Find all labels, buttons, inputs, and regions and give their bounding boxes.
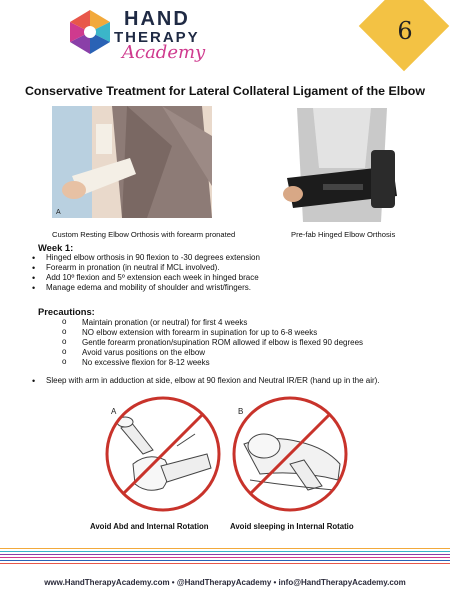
caption-custom-orthosis: Custom Resting Elbow Orthosis with forearm pronated <box>52 230 236 239</box>
page-number: 6 <box>397 17 413 45</box>
week1-heading: Week 1: <box>38 242 74 253</box>
brand-name-line1: HAND <box>124 8 190 30</box>
diagram-caption-a: Avoid Abd and Internal Rotation <box>90 522 209 531</box>
decorative-stripe <box>0 548 450 549</box>
diagram-caption-b: Avoid sleeping in Internal Rotatio <box>230 522 354 531</box>
hand-therapy-academy-logo <box>66 8 114 56</box>
photo-hinged-elbow-orthosis <box>283 108 401 222</box>
document-title: Conservative Treatment for Lateral Collateral Ligament of the Elbow <box>24 84 426 98</box>
precautions-heading: Precautions: <box>38 306 95 317</box>
list-item: • Manage edema and mobility of shoulder and wrist/fingers. <box>32 283 260 293</box>
diagram-abduction-internal-rotation <box>103 394 223 514</box>
brand-name-line2: THERAPY <box>114 29 200 46</box>
footer-contact: www.HandTherapyAcademy.com • @HandTherapyAcademy • info@HandTherapyAcademy.com <box>44 578 406 587</box>
list-item: o No excessive flexion for 8-12 weeks <box>62 358 363 368</box>
sleep-list <box>32 376 380 386</box>
list-item: o Avoid varus positions on the elbow <box>62 348 363 358</box>
list-item: • Forearm in pronation (in neutral if MCL involved). <box>32 263 260 273</box>
photo-label-a: A <box>56 209 61 216</box>
list-item: o Gentle forearm pronation/supination ROM allowed if elbow is flexed 90 degrees <box>62 338 363 348</box>
list-item: • Add 10º flexion and 5º extension each week in hinged brace <box>32 273 260 283</box>
caption-prefab-orthosis: Pre-fab Hinged Elbow Orthosis <box>291 230 396 239</box>
precautions-list <box>62 318 363 368</box>
list-item: o Maintain pronation (or neutral) for first 4 weeks <box>62 318 363 328</box>
week1-list <box>32 253 260 293</box>
decorative-stripe <box>0 563 450 564</box>
list-item: • Hinged elbow orthosis in 90 flexion to -30 degrees extension <box>32 253 260 263</box>
list-item: o NO elbow extension with forearm in supination for up to 6-8 weeks <box>62 328 363 338</box>
list-item: • Sleep with arm in adduction at side, elbow at 90 flexion and Neutral IR/ER (hand up in the air). <box>32 376 380 386</box>
diagram-label-a: A <box>111 407 117 416</box>
diagram-sleeping-internal-rotation <box>230 394 350 514</box>
decorative-stripe <box>0 560 450 561</box>
decorative-stripe <box>0 551 450 552</box>
decorative-stripe <box>0 554 450 555</box>
brand-name-line3: Academy <box>122 42 206 63</box>
diagram-label-b: B <box>238 407 244 416</box>
decorative-stripe <box>0 557 450 558</box>
photo-custom-resting-orthosis <box>52 106 212 218</box>
